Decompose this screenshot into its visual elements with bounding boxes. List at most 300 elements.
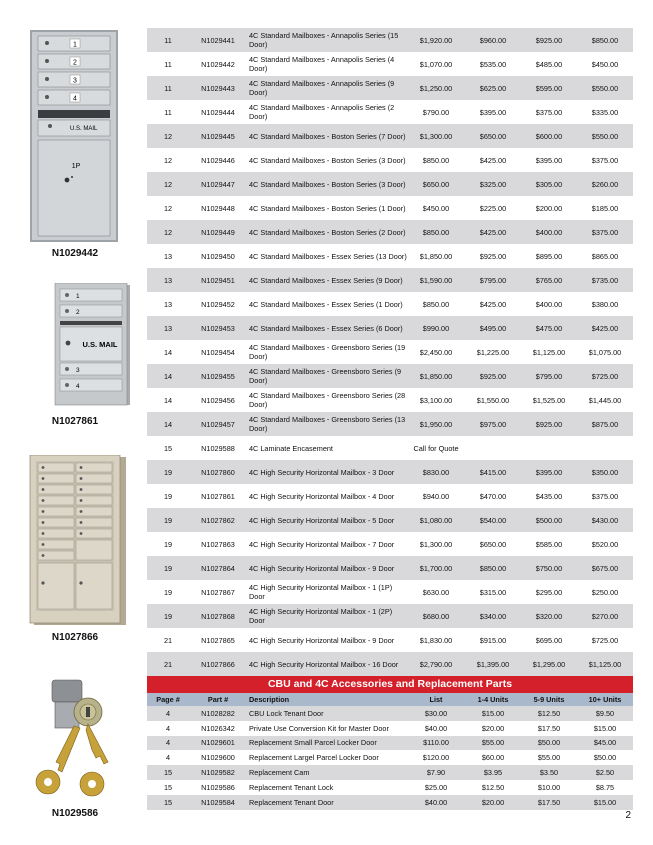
price-5-9-cell: $10.00 — [537, 782, 561, 792]
price-10-plus-cell: $865.00 — [591, 251, 619, 261]
price-10-plus-cell: $2.50 — [577, 765, 633, 780]
page-cell: 4 — [147, 736, 189, 751]
page-cell: 19 — [147, 604, 189, 628]
list-price-cell: $1,300.00 — [407, 124, 465, 148]
price-5-9-cell: $485.00 — [535, 59, 563, 69]
list-price-cell: $1,300.00 — [419, 539, 453, 549]
page-cell: 4 — [165, 723, 171, 733]
price-10-plus-cell: $550.00 — [577, 76, 633, 100]
page-cell: 14 — [163, 347, 173, 357]
part-number-cell: N1029451 — [189, 268, 247, 292]
price-5-9-cell: $750.00 — [521, 556, 577, 580]
part-number-cell: N1029445 — [189, 124, 247, 148]
description-cell: Replacement Tenant Lock — [249, 782, 334, 792]
price-1-4-cell: $12.50 — [481, 782, 505, 792]
table-row — [147, 750, 633, 765]
page-cell: 11 — [164, 59, 172, 69]
price-5-9-cell: $17.50 — [521, 795, 577, 810]
table-row — [147, 292, 633, 316]
part-number-cell: N1029584 — [189, 795, 247, 810]
table-row — [147, 340, 633, 364]
description-cell: 4C Standard Mailboxes - Greensboro Series (9 Door) — [247, 364, 407, 388]
part-number-cell: N1029449 — [189, 220, 247, 244]
price-1-4-cell: $925.00 — [465, 364, 521, 388]
page-cell: 4 — [147, 706, 189, 721]
list-price-cell: $830.00 — [407, 460, 465, 484]
description-cell: 4C Standard Mailboxes - Annapolis Series (9 Door) — [247, 76, 407, 100]
product-n1027861 — [0, 283, 150, 428]
table-row — [147, 460, 633, 484]
part-number-cell: N1029446 — [201, 155, 235, 165]
price-5-9-cell: $3.50 — [521, 765, 577, 780]
part-number-cell: N1029601 — [189, 736, 247, 751]
product-caption: N1027861 — [51, 416, 99, 427]
price-10-plus-cell: $450.00 — [591, 59, 619, 69]
page-cell: 19 — [147, 556, 189, 580]
price-5-9-cell: $375.00 — [535, 107, 563, 117]
price-1-4-cell: $495.00 — [465, 316, 521, 340]
price-5-9-cell: $925.00 — [521, 412, 577, 436]
part-number-cell: N1029442 — [201, 59, 235, 69]
price-5-9-cell: $1,295.00 — [521, 652, 577, 676]
price-1-4-cell: $975.00 — [465, 412, 521, 436]
price-10-plus-cell: $735.00 — [577, 268, 633, 292]
price-5-9-cell: $925.00 — [521, 28, 577, 52]
list-price-cell: $30.00 — [407, 706, 465, 721]
list-price-cell: $990.00 — [407, 316, 465, 340]
price-10-plus-cell: $375.00 — [577, 220, 633, 244]
product-caption: N1029586 — [51, 808, 99, 819]
price-1-4-cell: $925.00 — [479, 251, 507, 261]
price-1-4-cell: $1,395.00 — [465, 652, 521, 676]
description-cell: 4C Standard Mailboxes - Essex Series (13 Door) — [249, 251, 407, 261]
page-cell: 19 — [147, 460, 189, 484]
price-5-9-cell: $1,525.00 — [532, 395, 566, 405]
table-row — [147, 196, 633, 220]
list-price-cell: $1,700.00 — [407, 556, 465, 580]
list-price-cell: $40.00 — [424, 723, 448, 733]
table-row — [147, 100, 633, 124]
header-part: Part # — [189, 693, 247, 706]
part-number-cell: N1029454 — [201, 347, 235, 357]
table-row — [147, 220, 633, 244]
header-list: List — [407, 693, 465, 706]
price-5-9-cell: $12.50 — [521, 706, 577, 721]
description-cell: 4C High Security Horizontal Mailbox - 4 Door — [249, 491, 395, 501]
part-number-cell: N1029455 — [189, 364, 247, 388]
table-row — [147, 736, 633, 751]
product-caption: N1027866 — [51, 632, 99, 643]
price-1-4-cell: $20.00 — [465, 795, 521, 810]
price-5-9-cell — [521, 436, 577, 460]
page-cell: 13 — [163, 251, 173, 261]
price-1-4-cell: $425.00 — [479, 299, 507, 309]
list-price-cell: $2,790.00 — [407, 652, 465, 676]
description-cell: 4C High Security Horizontal Mailbox - 9 Door — [247, 556, 407, 580]
table-row — [147, 124, 633, 148]
price-5-9-cell: $50.00 — [521, 736, 577, 751]
description-cell: 4C Standard Mailboxes - Boston Series (1 Door) — [249, 203, 406, 213]
price-10-plus-cell: $1,445.00 — [588, 395, 622, 405]
description-cell: 4C High Security Horizontal Mailbox - 7 Door — [249, 539, 395, 549]
price-10-plus-cell: $430.00 — [577, 508, 633, 532]
price-10-plus-cell: $675.00 — [577, 556, 633, 580]
price-5-9-cell: $395.00 — [521, 460, 577, 484]
table-row — [147, 172, 633, 196]
price-10-plus-cell: $375.00 — [591, 491, 619, 501]
price-1-4-cell: $795.00 — [465, 268, 521, 292]
table-row — [147, 316, 633, 340]
table-row — [147, 556, 633, 580]
list-price-cell: $1,070.00 — [419, 59, 453, 69]
part-number-cell: N1029448 — [201, 203, 235, 213]
price-1-4-cell: $425.00 — [479, 155, 507, 165]
description-cell: Replacement Tenant Door — [247, 795, 407, 810]
price-5-9-cell: $295.00 — [535, 587, 563, 597]
price-1-4-cell: $415.00 — [465, 460, 521, 484]
price-5-9-cell: $435.00 — [535, 491, 563, 501]
price-10-plus-cell: $550.00 — [577, 124, 633, 148]
price-10-plus-cell: $335.00 — [591, 107, 619, 117]
page-cell: 15 — [163, 782, 173, 792]
price-1-4-cell: $625.00 — [465, 76, 521, 100]
part-number-cell: N1029457 — [189, 412, 247, 436]
page-cell: 14 — [147, 412, 189, 436]
header-page: Page # — [147, 693, 189, 706]
list-price-cell: $3,100.00 — [419, 395, 453, 405]
list-price-cell: $680.00 — [407, 604, 465, 628]
list-price-cell: $2,450.00 — [419, 347, 453, 357]
description-cell: 4C Standard Mailboxes - Boston Series (3 Door) — [247, 172, 407, 196]
page-cell: 11 — [147, 28, 189, 52]
page-cell: 12 — [147, 220, 189, 244]
price-10-plus-cell: $850.00 — [577, 28, 633, 52]
page-cell: 19 — [163, 539, 173, 549]
description-cell: 4C Standard Mailboxes - Boston Series (3 Door) — [249, 155, 406, 165]
price-5-9-cell: $600.00 — [521, 124, 577, 148]
table-row — [147, 76, 633, 100]
product-n1029442 — [0, 30, 150, 275]
door-number: 2 — [73, 59, 77, 67]
description-cell: 4C Standard Mailboxes - Boston Series (2 Door) — [247, 220, 407, 244]
price-5-9-cell: $895.00 — [535, 251, 563, 261]
part-number-cell: N1029452 — [201, 299, 235, 309]
list-price-cell: $1,950.00 — [407, 412, 465, 436]
page-cell: 13 — [147, 316, 189, 340]
part-number-cell: N1029582 — [189, 765, 247, 780]
part-number-cell: N1029450 — [201, 251, 235, 261]
price-5-9-cell: $320.00 — [521, 604, 577, 628]
page-cell: 14 — [147, 364, 189, 388]
part-number-cell: N1026342 — [201, 723, 235, 733]
table-row — [147, 364, 633, 388]
price-5-9-cell: $305.00 — [521, 172, 577, 196]
page-cell: 12 — [147, 172, 189, 196]
table-row — [147, 244, 633, 268]
part-number-cell: N1029453 — [189, 316, 247, 340]
part-number-cell: N1029588 — [201, 443, 235, 453]
price-10-plus-cell: $350.00 — [577, 460, 633, 484]
price-5-9-cell: $595.00 — [521, 76, 577, 100]
header-description: Description — [247, 693, 407, 706]
table-row — [147, 484, 633, 508]
product-image-sidebar — [0, 0, 150, 845]
door-number: 3 — [73, 77, 77, 85]
page-cell: 12 — [163, 203, 173, 213]
part-number-cell: N1029456 — [201, 395, 235, 405]
description-cell: Replacement Cam — [247, 765, 407, 780]
door-number: 4 — [76, 383, 80, 390]
table-row — [147, 780, 633, 795]
description-cell: 4C High Security Horizontal Mailbox - 1 (2P) Door — [247, 604, 407, 628]
door-number: 3 — [76, 367, 80, 374]
price-5-9-cell: $1,125.00 — [532, 347, 566, 357]
list-price-cell: $650.00 — [407, 172, 465, 196]
price-10-plus-cell: $425.00 — [577, 316, 633, 340]
part-number-cell: N1027862 — [189, 508, 247, 532]
description-cell: Replacement Small Parcel Locker Door — [247, 736, 407, 751]
page-cell: 11 — [147, 76, 189, 100]
price-1-4-cell: $60.00 — [481, 753, 505, 763]
us-mail-label: U.S. MAIL — [82, 340, 118, 349]
page-cell: 21 — [163, 635, 173, 645]
table-row — [147, 721, 633, 736]
header-10-plus-units: 10+ Units — [577, 693, 633, 706]
door-number: 1 — [73, 41, 77, 49]
price-5-9-cell: $395.00 — [535, 155, 563, 165]
price-5-9-cell: $475.00 — [521, 316, 577, 340]
mailbox-image-16door — [0, 455, 150, 627]
description-cell: 4C Standard Mailboxes - Essex Series (1 Door) — [249, 299, 403, 309]
price-10-plus-cell — [577, 436, 633, 460]
price-10-plus-cell: $50.00 — [593, 753, 617, 763]
part-number-cell: N1027868 — [189, 604, 247, 628]
list-price-cell: $450.00 — [422, 203, 450, 213]
price-10-plus-cell: $375.00 — [591, 155, 619, 165]
list-price-cell: $120.00 — [422, 753, 450, 763]
price-1-4-cell: $470.00 — [479, 491, 507, 501]
door-number: 2 — [76, 309, 80, 316]
price-list — [147, 28, 633, 810]
page-cell: 13 — [147, 268, 189, 292]
description-cell: 4C High Security Horizontal Mailbox - 9 Door — [249, 635, 395, 645]
accessory-rows — [147, 706, 633, 810]
mailbox-image-high-security — [0, 283, 150, 411]
page-cell: 19 — [163, 587, 173, 597]
list-price-cell: $1,830.00 — [419, 635, 453, 645]
description-cell: 4C High Security Horizontal Mailbox - 1 (1P) Door — [249, 583, 393, 601]
product-n1029586 — [0, 672, 150, 832]
description-cell: 4C Standard Mailboxes - Greensboro Series (19 Door) — [249, 343, 406, 361]
price-1-4-cell: $540.00 — [465, 508, 521, 532]
page-cell: 12 — [147, 124, 189, 148]
table-row — [147, 52, 633, 76]
part-number-cell: N1029447 — [189, 172, 247, 196]
table-row — [147, 795, 633, 810]
price-1-4-cell: $395.00 — [479, 107, 507, 117]
description-cell: 4C Standard Mailboxes - Greensboro Series (28 Door) — [249, 391, 406, 409]
description-cell: 4C High Security Horizontal Mailbox - 5 Door — [247, 508, 407, 532]
parcel-door-number: 1P — [71, 163, 81, 170]
price-5-9-cell: $795.00 — [521, 364, 577, 388]
page-cell: 11 — [164, 107, 172, 117]
part-number-cell: N1027864 — [189, 556, 247, 580]
table-row — [147, 28, 633, 52]
price-5-9-cell: $55.00 — [537, 753, 561, 763]
table-row — [147, 628, 633, 652]
table-row — [147, 706, 633, 721]
price-10-plus-cell: $45.00 — [577, 736, 633, 751]
price-1-4-cell: $315.00 — [479, 587, 507, 597]
price-5-9-cell: $765.00 — [521, 268, 577, 292]
price-5-9-cell: $695.00 — [535, 635, 563, 645]
price-10-plus-cell: $725.00 — [577, 364, 633, 388]
description-cell: 4C Standard Mailboxes - Essex Series (6 Door) — [247, 316, 407, 340]
description-cell: 4C High Security Horizontal Mailbox - 3 Door — [247, 460, 407, 484]
price-1-4-cell: $850.00 — [465, 556, 521, 580]
list-price-cell: $630.00 — [422, 587, 450, 597]
part-number-cell: N1029586 — [201, 782, 235, 792]
price-1-4-cell: $650.00 — [479, 539, 507, 549]
product-rows — [147, 28, 633, 676]
part-number-cell: N1029600 — [201, 753, 235, 763]
part-number-cell: N1029444 — [201, 107, 235, 117]
list-price-cell: $850.00 — [407, 220, 465, 244]
price-1-4-cell: $225.00 — [479, 203, 507, 213]
list-price-cell: $850.00 — [422, 299, 450, 309]
product-n1027866 — [0, 455, 150, 650]
page-cell: 15 — [147, 765, 189, 780]
page-cell: 13 — [163, 299, 173, 309]
table-row — [147, 388, 633, 412]
price-5-9-cell: $17.50 — [537, 723, 561, 733]
table-row — [147, 412, 633, 436]
part-number-cell: N1029441 — [189, 28, 247, 52]
price-1-4-cell: $650.00 — [465, 124, 521, 148]
price-1-4-cell: $325.00 — [465, 172, 521, 196]
table-row — [147, 148, 633, 172]
product-caption: N1029442 — [51, 248, 99, 259]
door-number: 4 — [73, 95, 77, 103]
list-price-cell: $1,850.00 — [407, 364, 465, 388]
part-number-cell: N1027865 — [201, 635, 235, 645]
page-cell: 15 — [163, 443, 173, 453]
accessories-header-row — [147, 693, 633, 706]
mailbox-price-table — [147, 28, 633, 676]
accessories-banner: CBU and 4C Accessories and Replacement Parts — [147, 676, 633, 693]
part-number-cell: N1027863 — [201, 539, 235, 549]
page-cell: 14 — [163, 395, 173, 405]
price-10-plus-cell: $875.00 — [577, 412, 633, 436]
description-cell: 4C Laminate Encasement — [249, 443, 333, 453]
table-row — [147, 604, 633, 628]
mailbox-image-4door — [0, 30, 150, 245]
list-price-cell: $25.00 — [424, 782, 448, 792]
price-1-4-cell: $20.00 — [481, 723, 505, 733]
description-cell: Private Use Conversion Kit for Master Door — [249, 723, 389, 733]
price-10-plus-cell: $380.00 — [591, 299, 619, 309]
price-1-4-cell — [465, 436, 521, 460]
accessories-price-table — [147, 693, 633, 810]
description-cell: 4C Standard Mailboxes - Greensboro Series (13 Door) — [247, 412, 407, 436]
description-cell: Replacement Largel Parcel Locker Door — [249, 753, 379, 763]
list-price-cell: $1,920.00 — [407, 28, 465, 52]
page-cell: 15 — [147, 795, 189, 810]
price-1-4-cell: $15.00 — [465, 706, 521, 721]
header-1-4-units: 1-4 Units — [465, 693, 521, 706]
page-cell: 19 — [147, 508, 189, 532]
price-1-4-cell: $340.00 — [465, 604, 521, 628]
lock-and-keys-image — [0, 672, 150, 800]
part-number-cell: N1028282 — [189, 706, 247, 721]
header-5-9-units: 5-9 Units — [521, 693, 577, 706]
table-row — [147, 652, 633, 676]
price-1-4-cell: $1,225.00 — [476, 347, 510, 357]
table-row — [147, 765, 633, 780]
part-number-cell: N1027867 — [201, 587, 235, 597]
description-cell: 4C Standard Mailboxes - Annapolis Series (15 Door) — [247, 28, 407, 52]
table-row — [147, 268, 633, 292]
table-row — [147, 508, 633, 532]
description-cell: 4C Standard Mailboxes - Annapolis Series (4 Door) — [249, 55, 395, 73]
price-5-9-cell: $400.00 — [535, 299, 563, 309]
part-number-cell: N1027860 — [189, 460, 247, 484]
price-10-plus-cell: $15.00 — [577, 795, 633, 810]
table-row — [147, 532, 633, 556]
door-number: 1 — [76, 293, 80, 300]
price-10-plus-cell: $8.75 — [595, 782, 615, 792]
price-1-4-cell: $3.95 — [465, 765, 521, 780]
list-price-cell: $1,080.00 — [407, 508, 465, 532]
price-10-plus-cell: $185.00 — [591, 203, 619, 213]
price-10-plus-cell: $9.50 — [577, 706, 633, 721]
price-10-plus-cell: $1,125.00 — [577, 652, 633, 676]
price-5-9-cell: $400.00 — [521, 220, 577, 244]
us-mail-label: U.S. MAIL — [70, 126, 98, 132]
price-10-plus-cell: $260.00 — [577, 172, 633, 196]
price-10-plus-cell: $270.00 — [577, 604, 633, 628]
list-price-cell: $850.00 — [422, 155, 450, 165]
list-price-cell: $1,590.00 — [407, 268, 465, 292]
part-number-cell: N1027861 — [201, 491, 235, 501]
page-cell: 4 — [165, 753, 171, 763]
table-row — [147, 436, 633, 460]
page-cell: 19 — [163, 491, 173, 501]
price-1-4-cell: $55.00 — [465, 736, 521, 751]
description-cell: 4C Standard Mailboxes - Essex Series (9 Door) — [247, 268, 407, 292]
price-10-plus-cell: $15.00 — [593, 723, 617, 733]
list-price-cell: $790.00 — [422, 107, 450, 117]
list-price-cell: $940.00 — [422, 491, 450, 501]
price-10-plus-cell: $1,075.00 — [588, 347, 622, 357]
price-5-9-cell: $585.00 — [535, 539, 563, 549]
price-5-9-cell: $200.00 — [535, 203, 563, 213]
price-1-4-cell: $425.00 — [465, 220, 521, 244]
description-cell: 4C Standard Mailboxes - Boston Series (7 Door) — [247, 124, 407, 148]
price-10-plus-cell: $520.00 — [591, 539, 619, 549]
page-cell: 21 — [147, 652, 189, 676]
list-price-cell: $7.90 — [407, 765, 465, 780]
description-cell: CBU Lock Tenant Door — [247, 706, 407, 721]
part-number-cell: N1027866 — [189, 652, 247, 676]
price-5-9-cell: $500.00 — [521, 508, 577, 532]
price-1-4-cell: $960.00 — [465, 28, 521, 52]
page-cell: 12 — [163, 155, 173, 165]
description-cell: 4C Standard Mailboxes - Annapolis Series (2 Door) — [249, 103, 395, 121]
table-row — [147, 580, 633, 604]
list-price-cell: $1,850.00 — [419, 251, 453, 261]
price-1-4-cell: $915.00 — [479, 635, 507, 645]
